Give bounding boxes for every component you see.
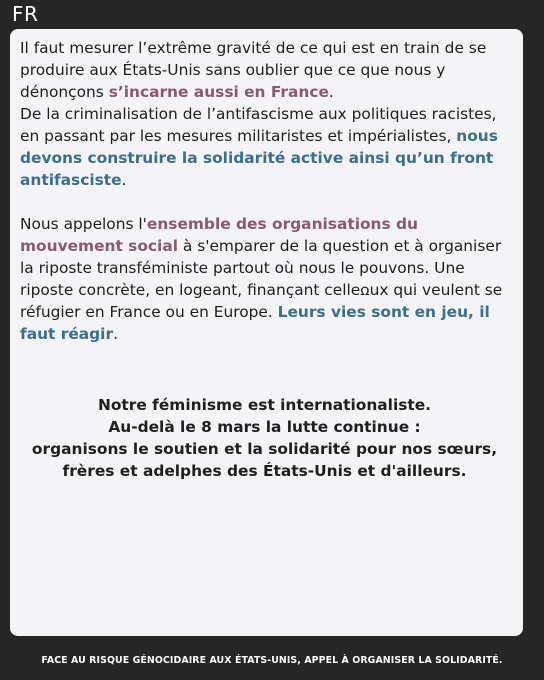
paragraph-1-text-2: De la criminalisation de l’antifascisme aux politiques racistes, en passant par les mesures militaristes et impérialistes, [20, 105, 497, 145]
paragraph-2-period: . [113, 325, 118, 343]
highlight-france: s’incarne aussi en France [108, 83, 329, 101]
highlight-solidarity: nous devons construire la solidarité active ainsi qu’un front antifasciste [20, 127, 498, 189]
closing-line-2: Au-delà le 8 mars la lutte continue : [108, 418, 421, 436]
closing-line-3: organisons le soutien et la solidarité pour nos sœurs, [31, 440, 498, 458]
paragraph-2-text: Nous appelons l' [20, 215, 147, 233]
paragraph-2-text-2: à s'emparer de la question et à organiser la riposte transféministe partout où nous le pouvons. Une riposte concrète, en logeant, finançant celleꭥux qui veulent se réfugier en France ou en Europe. [20, 237, 503, 321]
closing-line-1: Notre féminisme est internationaliste. [97, 396, 432, 414]
paragraph-2 [20, 213, 509, 345]
closing-line-4: frères et adelphes des États-Unis et d'ailleurs. [62, 462, 467, 480]
highlight-organisations: ensemble des organisations du mouvement social [20, 215, 419, 255]
paragraph-1-period: . [328, 83, 334, 101]
text-card [10, 29, 523, 636]
highlight-react: Leurs vies sont en jeu, il faut réagir [20, 303, 490, 343]
paragraph-gap [20, 191, 509, 213]
footer-caption: FACE AU RISQUE GÉNOCIDAIRE AUX ÉTATS-UNIS, APPEL À ORGANISER LA SOLIDARITÉ. [41, 655, 503, 666]
closing-statement [20, 394, 509, 482]
paragraph-1-text: Il faut mesurer l’extrême gravité de ce qui est en train de se produire aux États-Unis sans oublier que ce que nous y dénonçons [20, 39, 487, 101]
paragraph-1-period-2: . [121, 171, 127, 189]
language-tag: FR [12, 2, 39, 26]
paragraph-1 [20, 37, 509, 191]
